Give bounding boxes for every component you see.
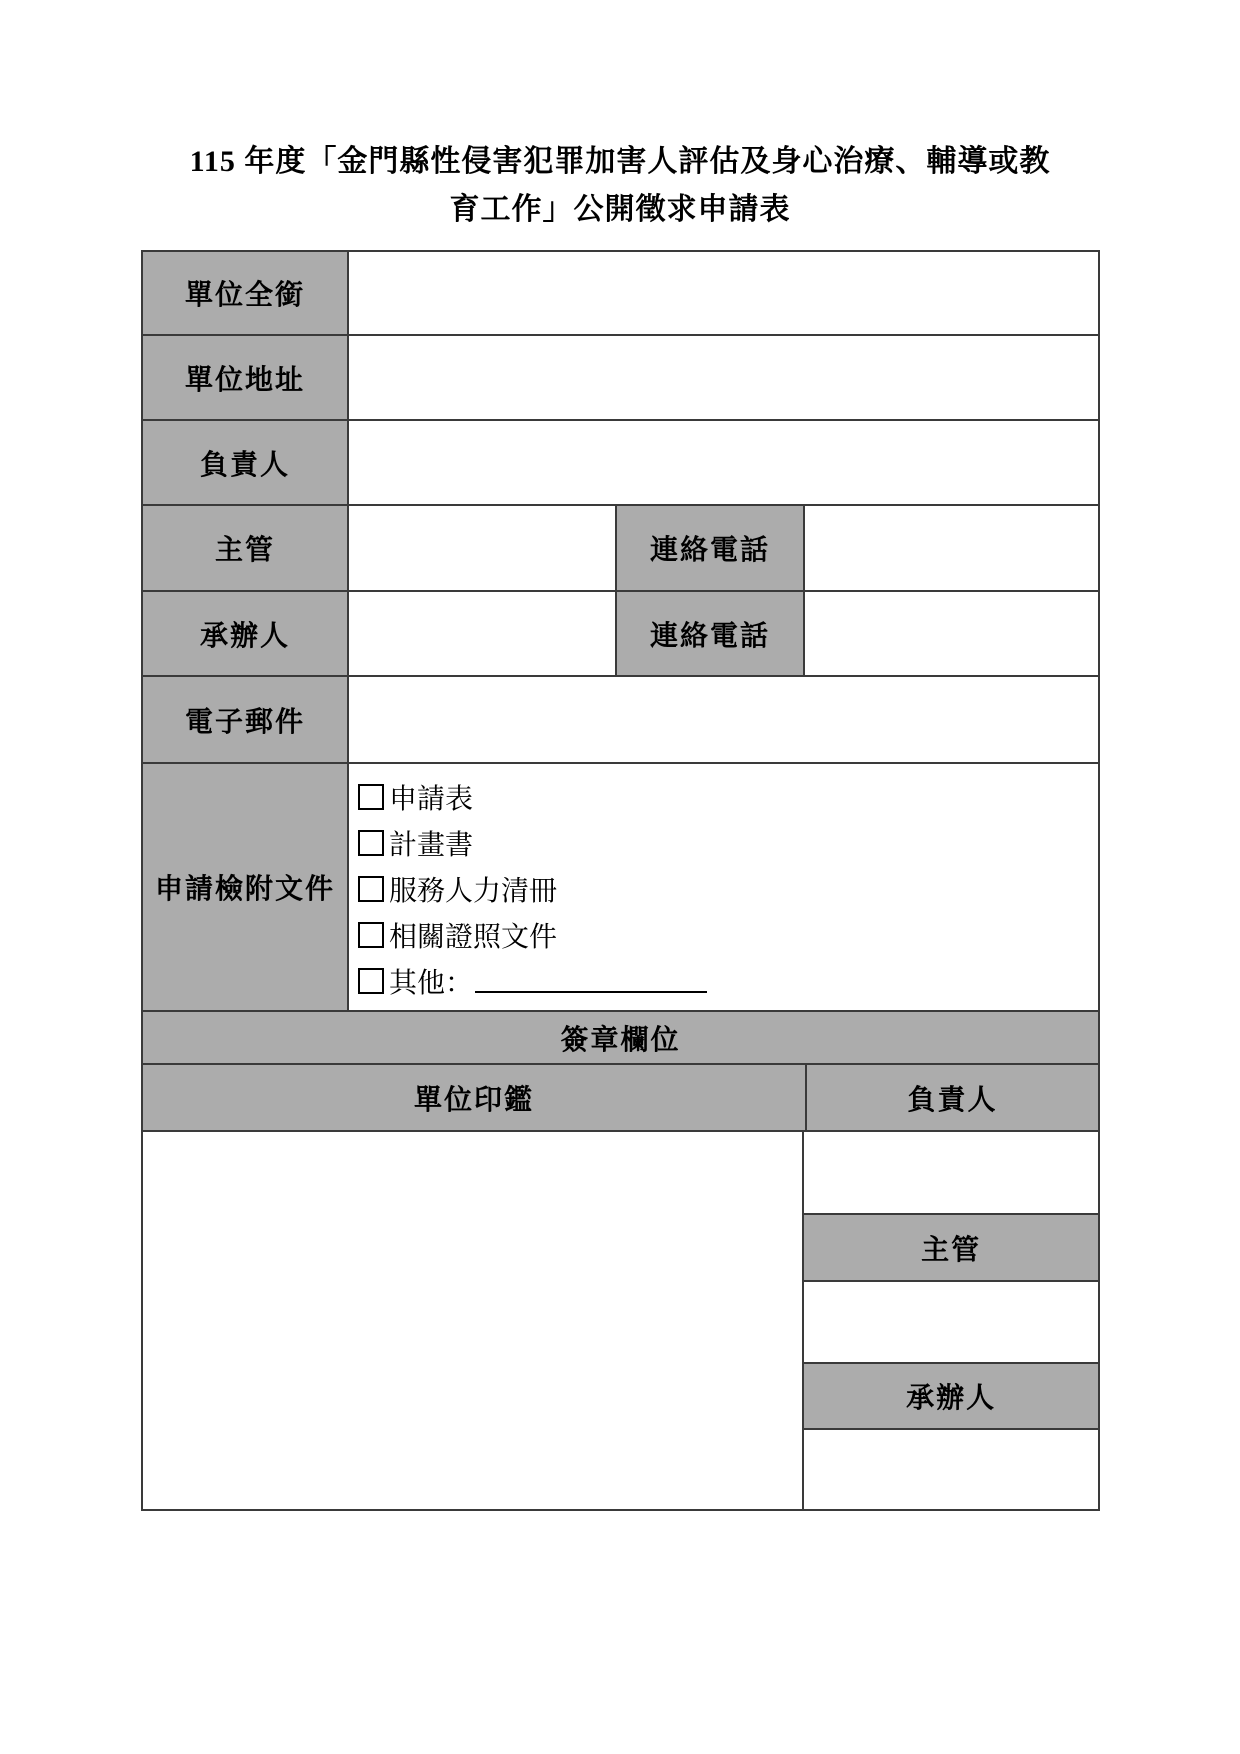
form-title: [0, 138, 1240, 234]
responsible-person-input[interactable]: [349, 421, 1098, 504]
unit-seal-area[interactable]: [143, 1132, 804, 1509]
form-title-line1: 115 年度「金門縣性侵害犯罪加害人評估及身心治療、輔導或教: [189, 145, 1051, 178]
unit-seal-label: 單位印鑑: [143, 1065, 807, 1130]
signature-section-title: 簽章欄位: [143, 1012, 1098, 1063]
documents-label: 申請檢附文件: [143, 764, 349, 1010]
checkbox-project-plan[interactable]: [358, 830, 384, 856]
checkbox-label-other: 其他：: [389, 968, 474, 999]
signature-responsible-label: 負責人: [807, 1065, 1098, 1130]
signature-responsible-area[interactable]: [804, 1132, 1098, 1215]
checklist-item-other: [358, 958, 1098, 1004]
row-unit-name: [143, 252, 1098, 336]
row-signature-body: [143, 1132, 1098, 1509]
email-input[interactable]: [349, 677, 1098, 762]
row-unit-address: [143, 336, 1098, 421]
checkbox-label-license-documents: 相關證照文件: [389, 922, 558, 953]
handler-phone-input[interactable]: [805, 592, 1098, 675]
signature-handler-area[interactable]: [804, 1430, 1098, 1509]
checkbox-label-staff-roster: 服務人力清冊: [389, 876, 558, 907]
checkbox-label-application-form: 申請表: [389, 784, 474, 815]
form-title-line2: 育工作」公開徵求申請表: [449, 193, 791, 226]
documents-checklist: [349, 764, 1098, 1010]
checklist-item-project-plan: [358, 820, 1098, 866]
unit-address-input[interactable]: [349, 336, 1098, 419]
checkbox-license-documents[interactable]: [358, 922, 384, 948]
checklist-item-license-documents: [358, 912, 1098, 958]
checkbox-label-project-plan: 計畫書: [389, 830, 474, 861]
row-email: [143, 677, 1098, 764]
checkbox-other[interactable]: [358, 968, 384, 994]
supervisor-phone-input[interactable]: [805, 506, 1098, 590]
unit-name-input[interactable]: [349, 252, 1098, 334]
row-responsible-person: [143, 421, 1098, 506]
application-form-table: [141, 250, 1100, 1511]
signature-right-column: [804, 1132, 1098, 1509]
unit-address-label: 單位地址: [143, 336, 349, 419]
checkbox-staff-roster[interactable]: [358, 876, 384, 902]
supervisor-phone-label: 連絡電話: [617, 506, 805, 590]
signature-handler-label: 承辦人: [804, 1364, 1098, 1430]
checkbox-application-form[interactable]: [358, 784, 384, 810]
checklist-item-application-form: [358, 774, 1098, 820]
signature-supervisor-label: 主管: [804, 1215, 1098, 1282]
row-seal-headers: [143, 1065, 1098, 1132]
checklist-item-staff-roster: [358, 866, 1098, 912]
email-label: 電子郵件: [143, 677, 349, 762]
row-handler: [143, 592, 1098, 677]
supervisor-label: 主管: [143, 506, 349, 590]
row-documents: [143, 764, 1098, 1012]
unit-name-label: 單位全銜: [143, 252, 349, 334]
handler-input[interactable]: [349, 592, 617, 675]
row-signature-section-header: [143, 1012, 1098, 1065]
signature-supervisor-area[interactable]: [804, 1282, 1098, 1364]
row-supervisor: [143, 506, 1098, 592]
other-blank-line[interactable]: [475, 969, 707, 993]
responsible-person-label: 負責人: [143, 421, 349, 504]
handler-label: 承辦人: [143, 592, 349, 675]
supervisor-input[interactable]: [349, 506, 617, 590]
handler-phone-label: 連絡電話: [617, 592, 805, 675]
